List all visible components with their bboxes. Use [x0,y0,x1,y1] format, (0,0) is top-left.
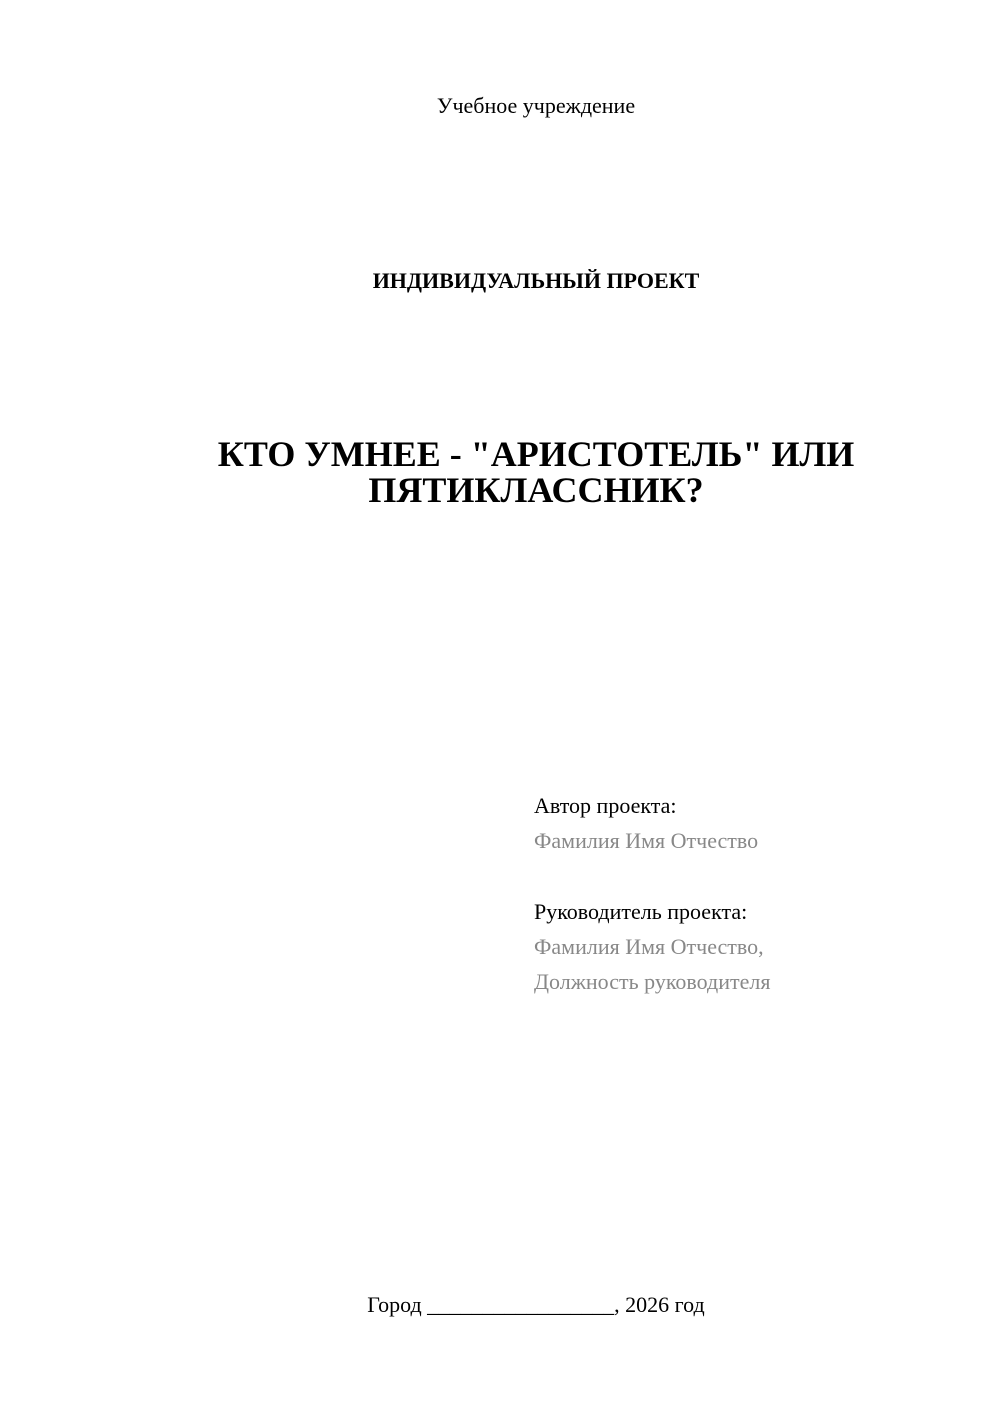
spacer [534,858,974,894]
project-title-line-2: ПЯТИКЛАССНИК? [368,470,704,510]
project-title [0,436,1000,508]
author-name-placeholder: Фамилия Имя Отчество [534,828,759,853]
project-title-line-1: КТО УМНЕЕ - "АРИСТОТЕЛЬ" ИЛИ [217,434,855,474]
document-type: ИНДИВИДУАЛЬНЫЙ ПРОЕКТ [372,268,700,293]
supervisor-name-placeholder: Фамилия Имя Отчество, [534,934,764,959]
author-label: Автор проекта: [534,793,677,818]
institution-name: Учебное учреждение [436,93,636,118]
project-info-block [534,788,974,999]
supervisor-label: Руководитель проекта: [534,899,748,924]
city-year-footer: Город _________________, 2026 год [367,1292,705,1317]
supervisor-position-placeholder: Должность руководителя [534,969,771,994]
